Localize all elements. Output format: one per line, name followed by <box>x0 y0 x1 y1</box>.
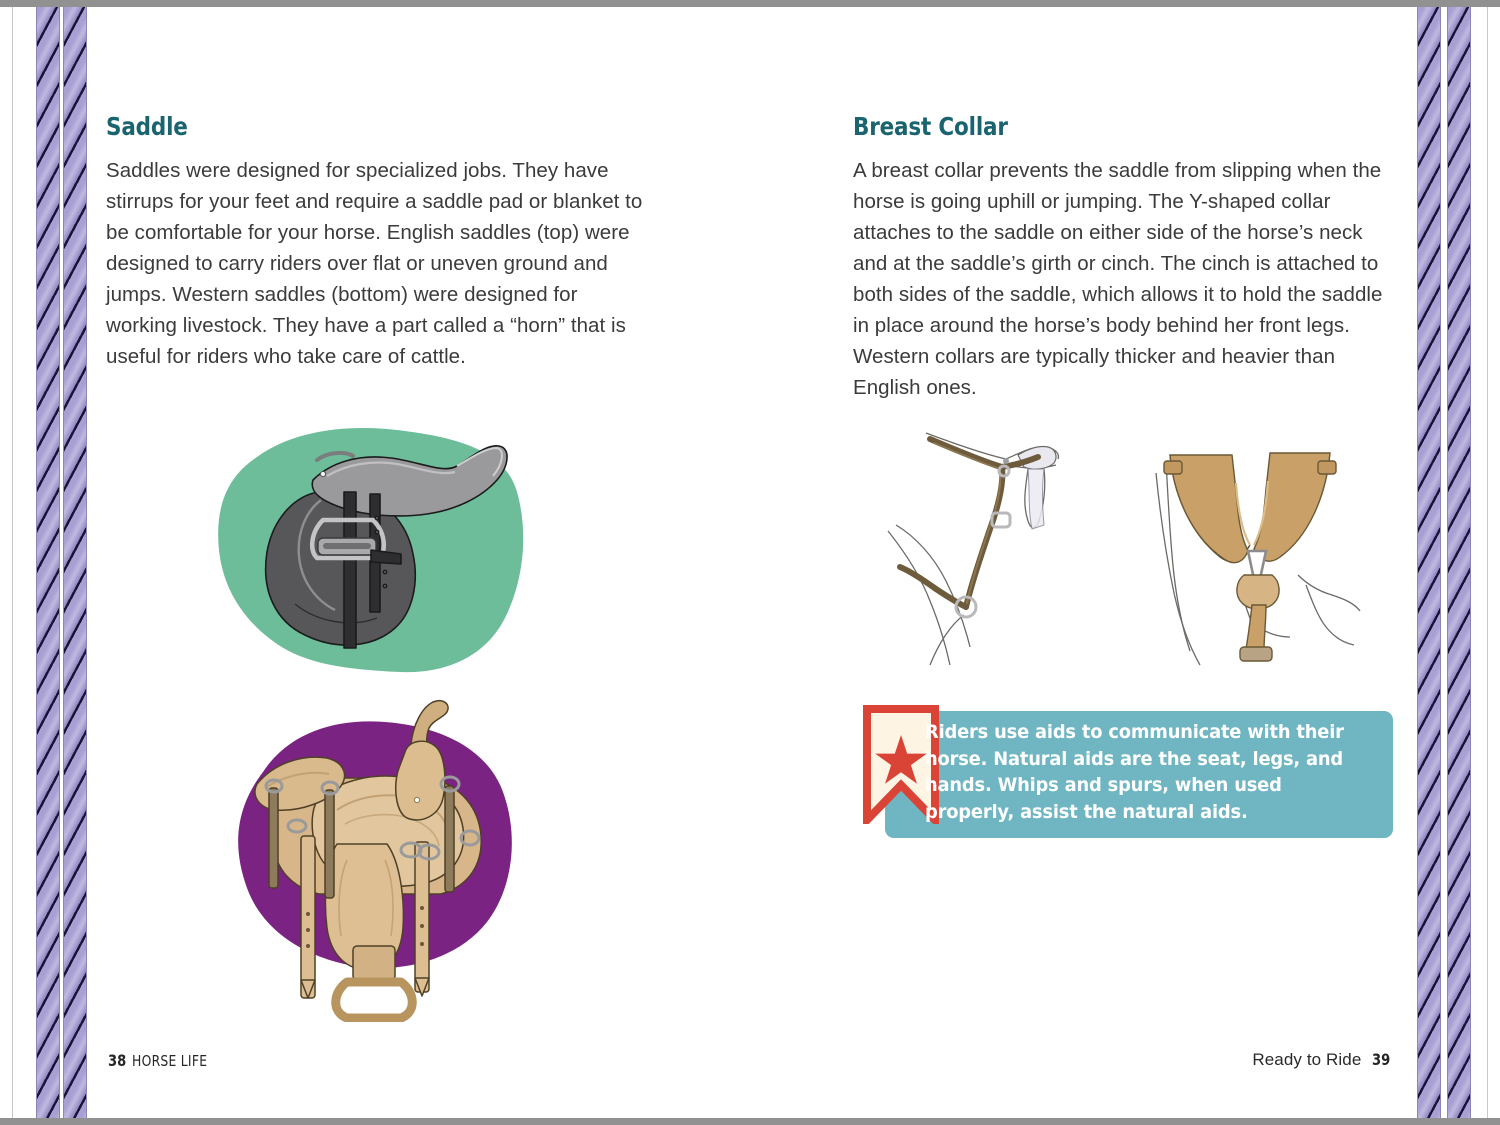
english-saddle-illustration <box>205 422 535 677</box>
page-number-left: 38 <box>108 1051 127 1070</box>
tip-callout <box>857 705 1393 838</box>
left-page-text-column <box>106 113 646 372</box>
breast-collar-body-paragraph: A breast collar prevents the saddle from slipping when the horse is going uphill or jumping. The Y-shaped collar attaches to the saddle on either side of the horse’s neck and at the saddle’s girth or cinch. The cinch is attached to both sides of the saddle, which allows it to hold the saddle in place around the horse’s body behind her front legs. Western collars are typically thicker and heavier than English ones. <box>853 158 1383 399</box>
western-breast-collar-illustration <box>1140 425 1395 680</box>
rope-border-right-outer <box>1447 0 1471 1125</box>
page-number-right: 39 <box>1371 1050 1390 1069</box>
page-title: Saddle <box>106 112 188 141</box>
page-edge-left <box>12 0 13 1125</box>
page-edge-right <box>1487 0 1488 1125</box>
running-head-right: Ready to Ride <box>1252 1050 1362 1069</box>
running-head-left: HORSE LIFE <box>132 1052 208 1070</box>
tip-callout-text: Riders use aids to communicate with their horse. Natural aids are the seat, legs, and hands. Whips and spurs, when used properly, assist the natural aids. <box>925 721 1344 823</box>
english-breast-collar-illustration <box>878 425 1133 680</box>
western-saddle-illustration <box>215 692 545 1022</box>
rope-border-left-inner <box>63 0 87 1125</box>
rope-border-left-outer <box>36 0 60 1125</box>
footer-right-page <box>1252 1050 1392 1070</box>
page-title: Breast Collar <box>853 112 1008 141</box>
right-page-text-column <box>853 113 1393 403</box>
saddle-body-paragraph: Saddles were designed for specialized jobs. They have stirrups for your feet and require a saddle pad or blanket to be comfortable for your horse. English saddles (top) were designed to carry riders over flat or uneven ground and jumps. Western saddles (bottom) were designed for working livestock. They have a part called a “horn” that is useful for riders who take care of cattle. <box>106 158 643 368</box>
rope-border-right-inner <box>1417 0 1441 1125</box>
footer-left-page <box>106 1051 227 1070</box>
